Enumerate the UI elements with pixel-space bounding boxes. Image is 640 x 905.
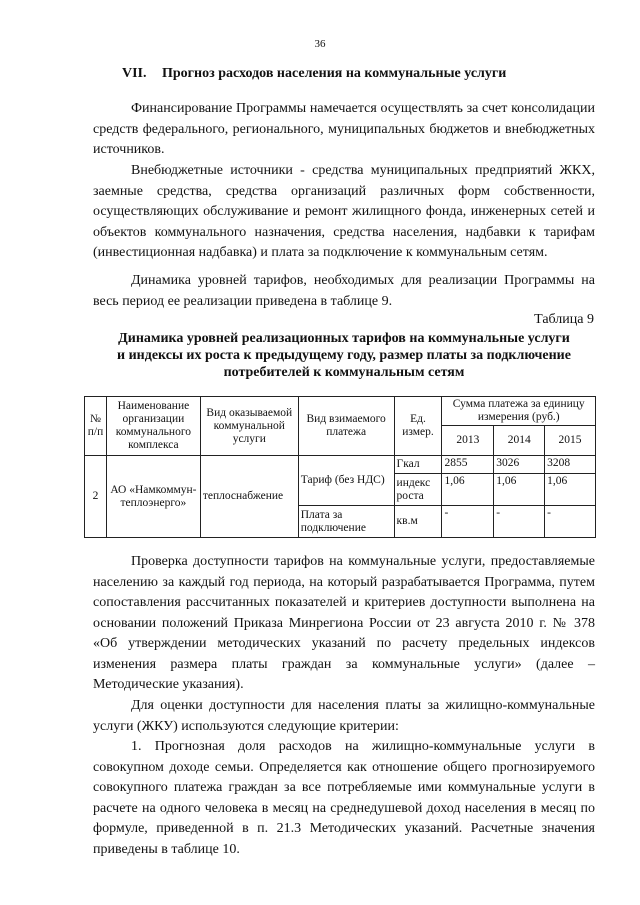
cell-organization: АО «Намкоммун-теплоэнерго» [106,456,200,538]
cell-unit: кв.м [394,506,442,538]
cell-value: - [545,506,596,538]
paragraph-financing: Финансирование Программы намечается осуществлять за счет консолидации средств федерального, регионального, муниципальных бюджетов и внебюджетных источников. [93,101,595,157]
cell-value: 1,06 [494,474,545,506]
cell-service: теплоснабжение [200,456,298,538]
paragraph-affordability-check: Проверка доступности тарифов на коммунальные услуги, предоставляемые населению за каждый год периода, на который разрабатывается Программа, путем сопоставления рассчитанных показателей и критериев доступности выполнена на основании положений Приказа Минрегиона России от 23 августа 2010 г. № 378 «Об утверждении методических указаний по расчету предельных индексов изменения размера платы граждан за коммунальные услуги» (далее – Методические указания). [93,554,595,692]
header-service: Вид оказываемой коммунальной услуги [200,397,298,456]
table-title-line: потребителей к коммунальным сетям [223,365,465,380]
table-title-line: и индексы их роста к предыдущему году, размер платы за подключение [117,348,571,363]
cell-value: 1,06 [442,474,494,506]
cell-charge-connection: Плата за подключение [298,506,394,538]
cell-value: 3208 [545,456,596,474]
paragraph-criteria-intro: Для оценки доступности для населения платы за жилищно-коммунальные услуги (ЖКУ) используются следующие критерии: [93,698,595,734]
cell-value: 1,06 [545,474,596,506]
table-row [85,456,596,474]
table-title [93,330,595,381]
cell-value: 3026 [494,456,545,474]
paragraph-criterion-1: 1. Прогнозная доля расходов на жилищно-коммунальные услуги в совокупном доходе семьи. Определяется как отношение общего прогнозируемого совокупного платежа граждан за все потребляемые ими коммунальные услуги в расчете на одного человека в месяц на среднедушевой доход населения в месяц по формуле, приведенной в п. 21.3 Методических указаний. Расчетные значения приведены в таблице 10. [93,739,595,857]
cell-value: - [442,506,494,538]
paragraph-sources: Внебюджетные источники - средства муниципальных предприятий ЖКХ, заемные средства, средства организаций различных форм собственности, осуществляющих обслуживание и ремонт жилищного фонда, инженерных сетей и объектов коммунального назначения, средства населения, надбавки к тарифам (инвестиционная надбавка) и плата за подключение к коммунальным сетям. [93,163,595,260]
cell-charge-tariff: Тариф (без НДС) [298,456,394,506]
page-number: 36 [314,38,326,50]
table-label: Таблица 9 [534,312,594,327]
section-heading [122,66,582,82]
tariff-table [84,396,596,538]
section-number: VII. [122,66,147,81]
header-organization: Наименование организации коммунального комплекса [106,397,200,456]
header-unit: Ед. измер. [394,397,442,456]
table-title-line: Динамика уровней реализационных тарифов на коммунальные услуги [118,331,570,346]
header-year: 2013 [442,426,494,456]
cell-value: - [494,506,545,538]
cell-unit: индекс роста [394,474,442,506]
header-num: № п/п [85,397,107,456]
header-payment-sum: Сумма платежа за единицу измерения (руб.) [442,397,596,426]
cell-row-number: 2 [85,456,107,538]
cell-value: 2855 [442,456,494,474]
cell-unit: Гкал [394,456,442,474]
paragraph-dynamics: Динамика уровней тарифов, необходимых для реализации Программы на весь период ее реализации приведена в таблице 9. [93,273,595,309]
header-year: 2014 [494,426,545,456]
table-header-row [85,397,596,426]
header-year: 2015 [545,426,596,456]
header-charge-type: Вид взимаемого платежа [298,397,394,456]
section-title: Прогноз расходов населения на коммунальные услуги [162,66,507,81]
